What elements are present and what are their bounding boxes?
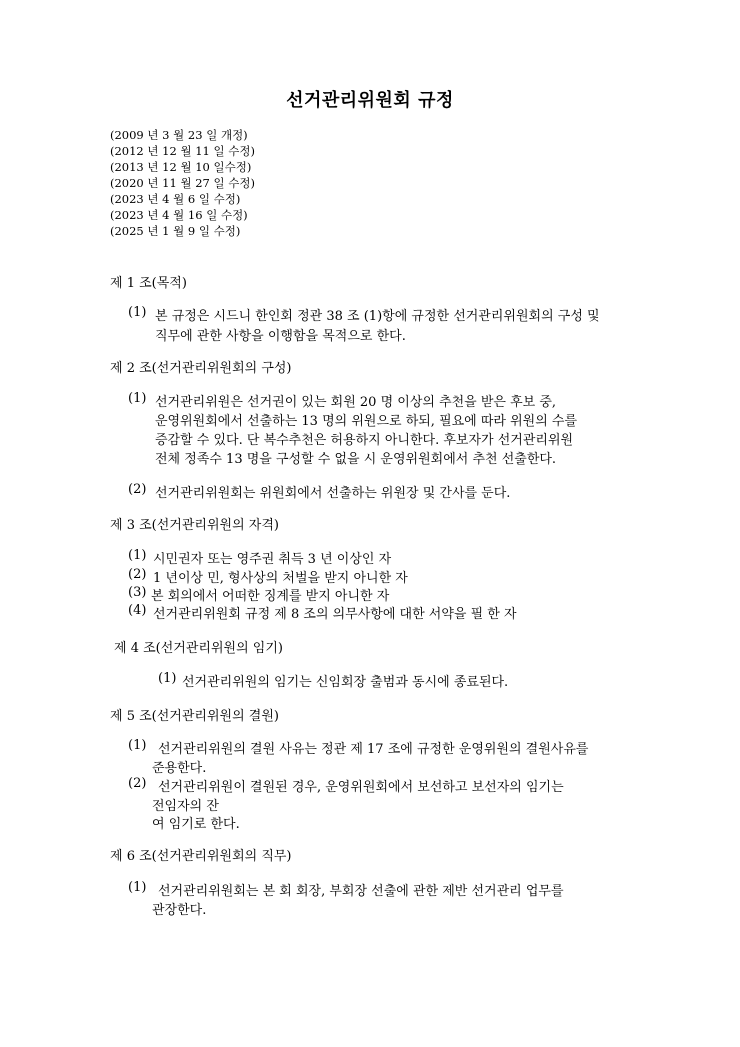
revision-line: (2012 년 12 월 11 일 수정)	[110, 144, 255, 158]
revision-line: (2009 년 3 월 23 일 개정)	[110, 128, 248, 142]
item-text-line: 선거관리위원은 선거권이 있는 회원 20 명 이상의 추천을 받은 후보 중,	[155, 395, 557, 410]
item-number: (1)	[128, 880, 147, 895]
item-text-line: 1 년이상 민, 형사상의 처벌을 받지 아니한 자	[153, 571, 408, 586]
item-number: (2)	[128, 482, 147, 497]
item-text-line: 전체 정족수 13 명을 구성할 수 없을 시 운영위원회에서 추천 선출한다.	[155, 452, 557, 467]
item-number: (3)	[128, 585, 147, 600]
item-text-line: 준용한다.	[152, 761, 207, 776]
item-number: (1)	[128, 548, 147, 563]
item-text-line: 증감할 수 있다. 단 복수추천은 허용하지 아니한다. 후보자가 선거관리위원	[155, 433, 574, 448]
item-text-line: 선거관리위원회 규정 제 8 조의 의무사항에 대한 서약을 필 한 자	[153, 607, 517, 622]
item-text-line: 여 임기로 한다.	[152, 817, 240, 832]
article-heading: 제 6 조(선거관리위원회의 직무)	[110, 849, 292, 864]
item-number: (2)	[128, 776, 147, 791]
item-text-line: 선거관리위원회는 위원회에서 선출하는 위원장 및 간사를 둔다.	[155, 486, 511, 501]
item-text-line: 본 규정은 시드니 한인회 정관 38 조 (1)항에 규정한 선거관리위원회의 구성 및	[155, 309, 600, 324]
article-heading: 제 2 조(선거관리위원회의 구성)	[110, 361, 292, 376]
revision-line: (2025 년 1 월 9 일 수정)	[110, 224, 241, 238]
item-text-line: 본 회의에서 어떠한 징계를 받지 아니한 자	[151, 589, 390, 604]
item-text-line: 선거관리위원이 결원된 경우, 운영위원회에서 보선하고 보선자의 임기는	[158, 780, 564, 795]
item-number: (1)	[128, 391, 147, 406]
item-text-line: 직무에 관한 사항을 이행함을 목적으로 한다.	[155, 329, 406, 344]
item-text-line: 선거관리위원의 임기는 신임회장 출범과 동시에 종료된다.	[182, 675, 509, 690]
revision-line: (2013 년 12 월 10 일수정)	[110, 160, 252, 174]
article-heading: 제 1 조(목적)	[110, 276, 187, 291]
article-heading: 제 4 조(선거관리위원의 임기)	[114, 641, 283, 656]
item-number: (1)	[128, 305, 147, 320]
item-text-line: 관장한다.	[152, 903, 207, 918]
item-number: (2)	[128, 567, 147, 582]
revision-line: (2023 년 4 월 16 일 수정)	[110, 208, 248, 222]
item-text-line: 선거관리위원회는 본 회 회장, 부회장 선출에 관한 제반 선거관리 업무를	[158, 884, 564, 899]
item-text-line: 시민권자 또는 영주권 취득 3 년 이상인 자	[153, 552, 392, 567]
revision-line: (2020 년 11 월 27 일 수정)	[110, 176, 255, 190]
item-number: (4)	[128, 603, 147, 618]
item-text-line: 운영위원회에서 선출하는 13 명의 위원으로 하되, 필요에 따라 위원의 수를	[155, 414, 578, 429]
article-heading: 제 3 조(선거관리위원의 자격)	[110, 518, 279, 533]
item-text-line: 전임자의 잔	[152, 799, 219, 814]
item-number: (1)	[158, 671, 177, 686]
revision-line: (2023 년 4 월 6 일 수정)	[110, 192, 241, 206]
document-title: 선거관리위원회 규정	[286, 90, 454, 111]
item-text-line: 선거관리위원의 결원 사유는 정관 제 17 조에 규정한 운영위원의 결원사유를	[158, 742, 589, 757]
item-number: (1)	[128, 738, 147, 753]
article-heading: 제 5 조(선거관리위원의 결원)	[110, 709, 279, 724]
